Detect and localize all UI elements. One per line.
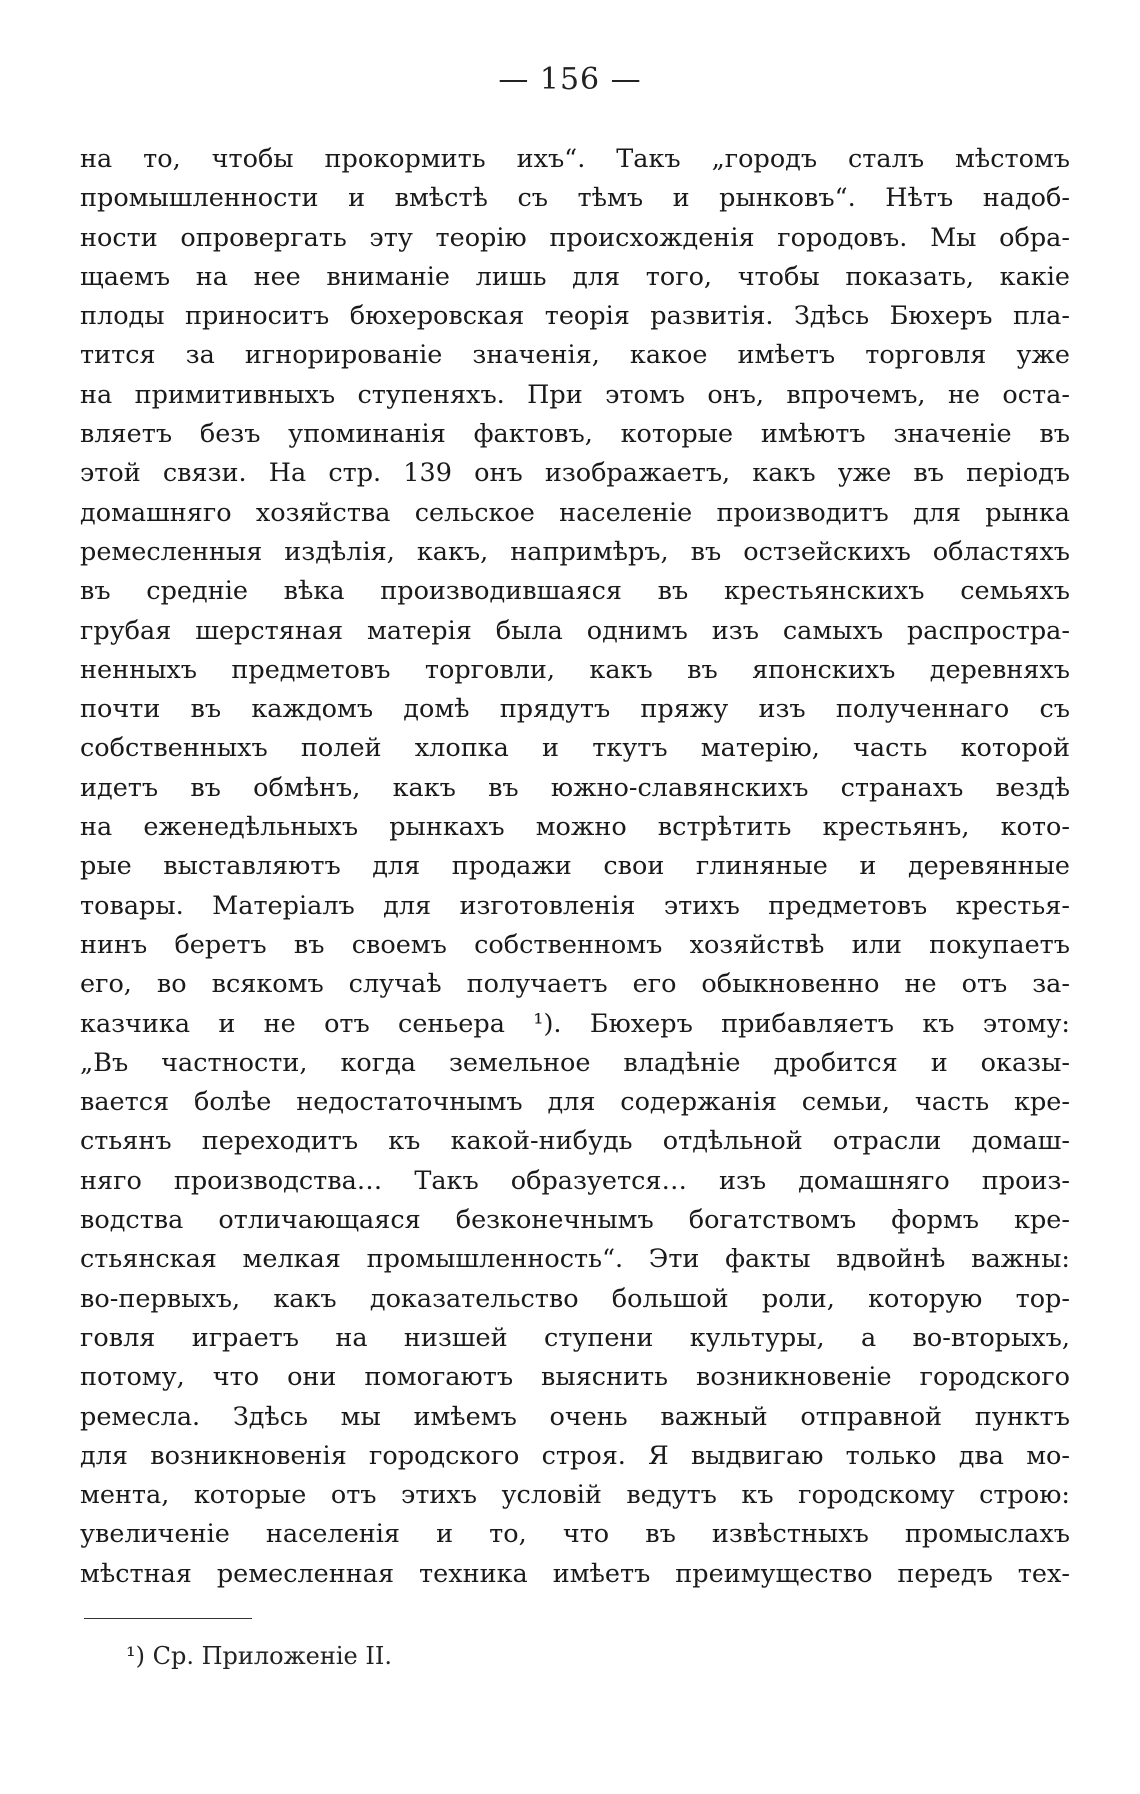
text-line: „Въ частности, когда земельное владѣніе дробится и оказы- (80, 1047, 1070, 1078)
text-line: во-первыхъ, какъ доказательство большой роли, которую тор- (80, 1283, 1070, 1314)
footnote: ¹) Ср. Приложеніе II. (126, 1642, 392, 1670)
text-line: промышленности и вмѣстѣ съ тѣмъ и рынковъ“. Нѣтъ надоб- (80, 183, 1070, 214)
text-line: его, во всякомъ случаѣ получаетъ его обыкновенно не отъ за- (80, 969, 1070, 1000)
text-line: вается болѣе недостаточнымъ для содержанія семьи, часть кре- (80, 1087, 1070, 1118)
text-line: вляетъ безъ упоминанія фактовъ, которые имѣютъ значеніе въ (80, 419, 1070, 450)
text-line: няго производства… Такъ образуется… изъ домашняго произ- (80, 1165, 1070, 1196)
main-text (80, 140, 1070, 1594)
text-line: нинъ беретъ въ своемъ собственномъ хозяйствѣ или покупаетъ (80, 929, 1070, 960)
text-line: почти въ каждомъ домѣ прядутъ пряжу изъ полученнаго съ (80, 694, 1070, 725)
text-line: потому, что они помогаютъ выяснить возникновеніе городского (80, 1362, 1070, 1393)
page-number: — 156 — (498, 62, 642, 97)
footnote-divider (84, 1618, 252, 1619)
text-line: мѣстная ремесленная техника имѣетъ преимущество передъ тех- (80, 1558, 1070, 1589)
text-line: мента, которые отъ этихъ условій ведутъ къ городскому строю: (80, 1480, 1070, 1511)
text-line: ремесла. Здѣсь мы имѣемъ очень важный отправной пунктъ (80, 1401, 1070, 1432)
text-line: увеличеніе населенія и то, что въ извѣстныхъ промыслахъ (80, 1519, 1070, 1550)
text-line: плоды приноситъ бюхеровская теорія развитія. Здѣсь Бюхеръ пла- (80, 301, 1070, 332)
text-line: тится за игнорированіе значенія, какое имѣетъ торговля уже (80, 340, 1070, 371)
text-line: стьянская мелкая промышленность“. Эти факты вдвойнѣ важны: (80, 1244, 1070, 1275)
text-line: казчика и не отъ сеньера ¹). Бюхеръ прибавляетъ къ этому: (80, 1008, 1070, 1039)
text-line: собственныхъ полей хлопка и ткутъ матерію, часть которой (80, 733, 1070, 764)
text-line: на то, чтобы прокормить ихъ“. Такъ „городъ сталъ мѣстомъ (80, 144, 1070, 174)
text-line: этой связи. На стр. 139 онъ изображаетъ, какъ уже въ періодъ (80, 458, 1070, 489)
text-line: въ средніе вѣка производившаяся въ крестьянскихъ семьяхъ (80, 576, 1070, 607)
text-line: на примитивныхъ ступеняхъ. При этомъ онъ, впрочемъ, не оста- (80, 379, 1070, 410)
text-line: стьянъ переходитъ къ какой-нибудь отдѣльной отрасли домаш- (80, 1126, 1070, 1157)
text-line: грубая шерстяная матерія была однимъ изъ самыхъ распростра- (80, 615, 1070, 646)
text-line: рые выставляютъ для продажи свои глиняные и деревянные (80, 851, 1070, 882)
text-line: ремесленныя издѣлія, какъ, напримѣръ, въ остзейскихъ областяхъ (80, 536, 1070, 567)
text-line: щаемъ на нее вниманіе лишь для того, чтобы показать, какіе (80, 261, 1070, 292)
text-line: говля играетъ на низшей ступени культуры, а во-вторыхъ, (80, 1322, 1070, 1353)
text-line: для возникновенія городского строя. Я выдвигаю только два мо- (80, 1440, 1070, 1471)
text-line: ности опровергать эту теорію происхожденія городовъ. Мы обра- (80, 222, 1070, 253)
text-line: водства отличающаяся безконечнымъ богатствомъ формъ кре- (80, 1205, 1070, 1236)
text-line: идетъ въ обмѣнъ, какъ въ южно-славянскихъ странахъ вездѣ (80, 772, 1070, 803)
text-line: товары. Матеріалъ для изготовленія этихъ предметовъ крестья- (80, 890, 1070, 921)
text-line: на еженедѣльныхъ рынкахъ можно встрѣтить крестьянъ, кото- (80, 812, 1070, 843)
text-line: домашняго хозяйства сельское населеніе производитъ для рынка (80, 497, 1070, 528)
text-line: ненныхъ предметовъ торговли, какъ въ японскихъ деревняхъ (80, 654, 1070, 685)
